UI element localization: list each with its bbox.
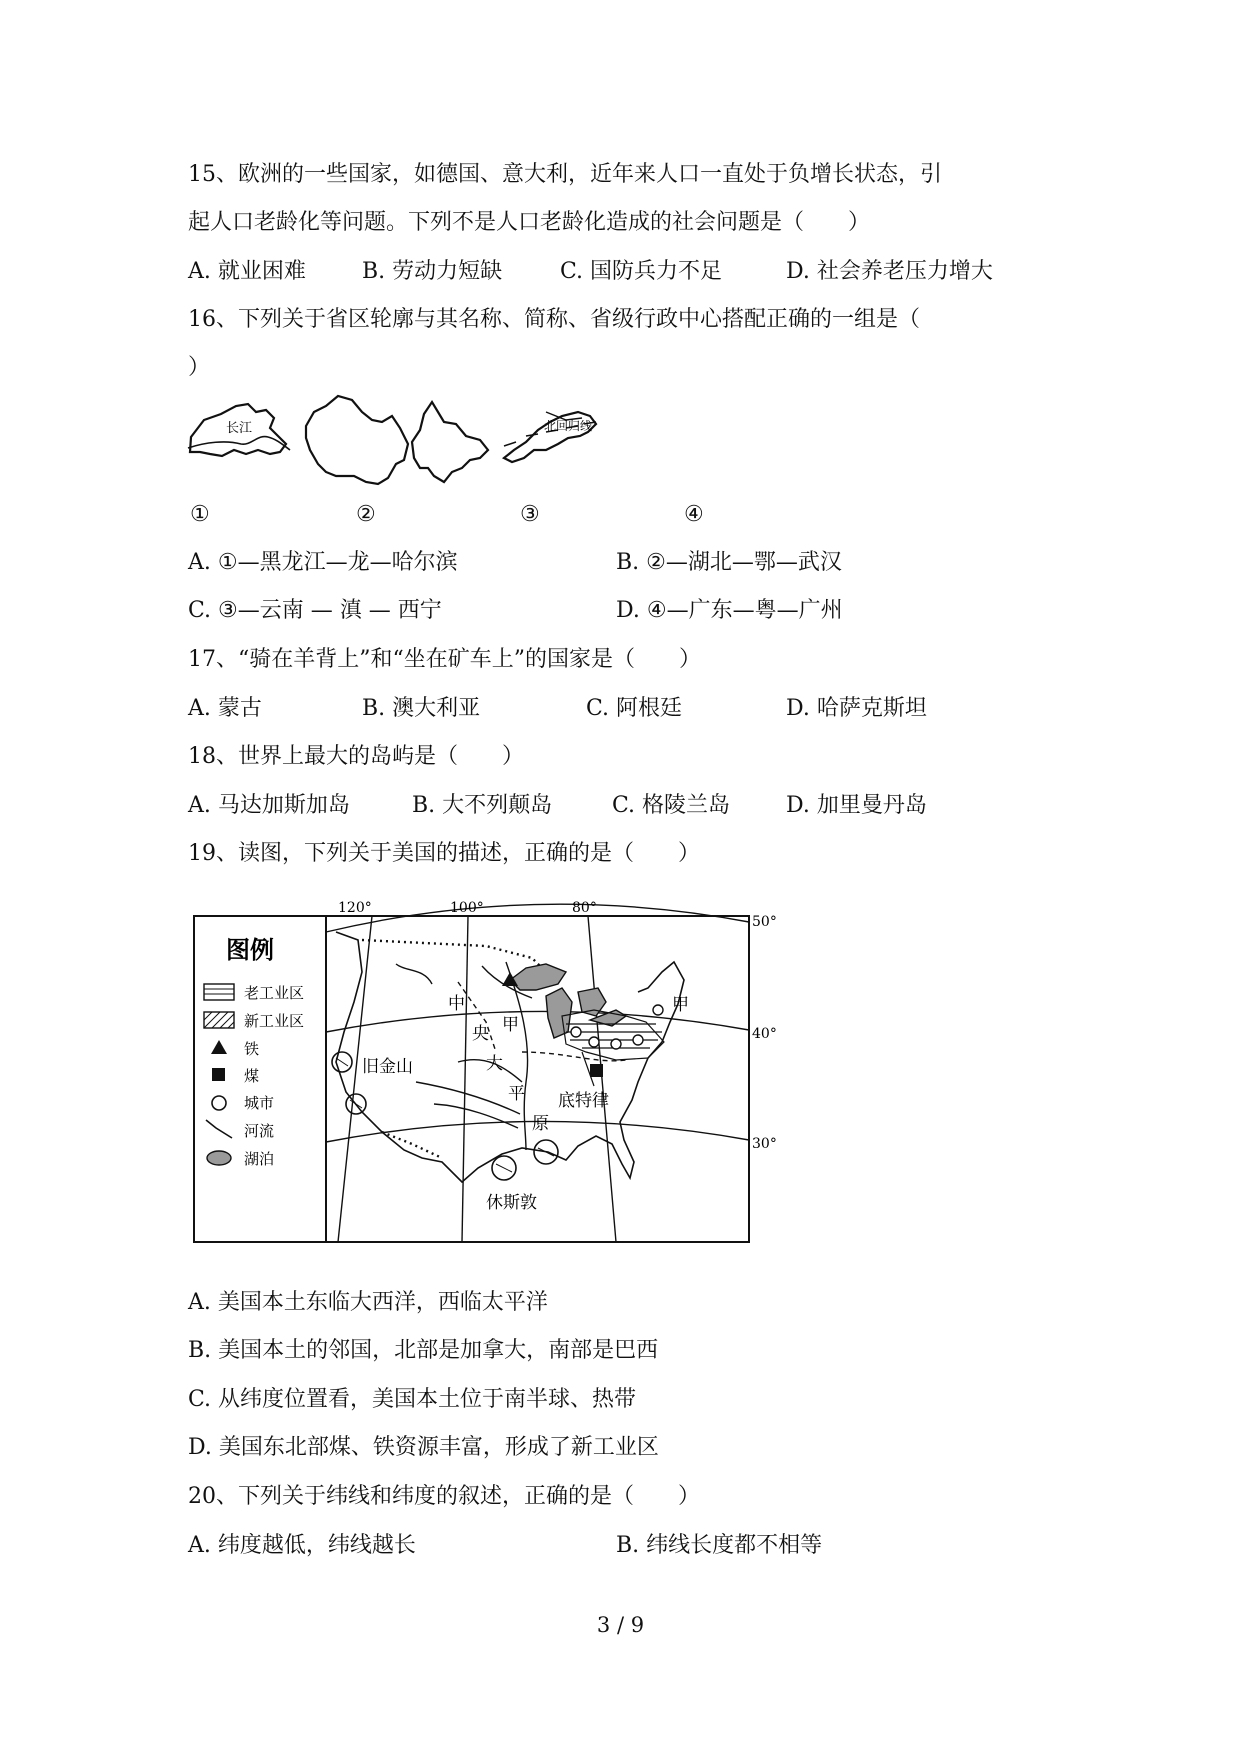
- q17-option-d: D. 哈萨克斯坦: [786, 696, 927, 721]
- q18-option-c: C. 格陵兰岛: [612, 793, 731, 818]
- q20-stem: 20、下列关于纬线和纬度的叙述，正确的是（ ）: [188, 1484, 700, 1509]
- label-houston: 休斯敦: [486, 1193, 537, 1213]
- q17-option-b: B. 澳大利亚: [362, 696, 481, 721]
- q16-stem-line1: 16、下列关于省区轮廓与其名称、简称、省级行政中心搭配正确的一组是（: [188, 307, 920, 332]
- q17-stem: 17、“骑在羊背上”和“坐在矿车上”的国家是（ ）: [188, 647, 701, 672]
- lon-120: 120°: [338, 900, 372, 916]
- province-outlines-figure: [186, 392, 656, 492]
- marker-1: ①: [190, 502, 210, 527]
- label-yang: 央: [472, 1024, 489, 1044]
- q20-option-a: A. 纬度越低，纬线越长: [188, 1533, 416, 1558]
- legend-lake: 湖泊: [244, 1150, 275, 1168]
- legend-new-industry: 新工业区: [244, 1012, 305, 1030]
- changjiang-label: 长江: [226, 421, 253, 436]
- label-zhong: 中: [448, 994, 465, 1014]
- province-outline-2: [306, 396, 408, 484]
- q16-stem-line2: ）: [188, 355, 211, 380]
- q19-option-a: A. 美国本土东临大西洋，西临太平洋: [188, 1290, 548, 1315]
- great-lakes: [510, 964, 626, 1038]
- q15-option-a: A. 就业困难: [188, 259, 306, 284]
- coal-marker: [590, 1064, 603, 1077]
- lake-icon: [207, 1151, 231, 1165]
- legend-old-industry: 老工业区: [244, 984, 305, 1002]
- page-number: 3 / 9: [596, 1613, 645, 1637]
- q15-option-d: D. 社会养老压力增大: [786, 259, 993, 284]
- q19-option-d: D. 美国东北部煤、铁资源丰富，形成了新工业区: [188, 1435, 659, 1460]
- q18-stem: 18、世界上最大的岛屿是（ ）: [188, 744, 524, 769]
- marker-3: ③: [520, 502, 540, 527]
- q19-stem: 19、读图，下列关于美国的描述，正确的是（ ）: [188, 841, 700, 866]
- map-labels: [362, 994, 689, 1213]
- legend-iron: 铁: [244, 1040, 260, 1058]
- new-industry-swatch: [204, 1012, 234, 1028]
- tropic-label: 北回归线: [544, 419, 593, 433]
- legend-coal: 煤: [244, 1067, 260, 1085]
- q15-option-b: B. 劳动力短缺: [362, 259, 503, 284]
- q15-stem-line2: 起人口老龄化等问题。下列不是人口老龄化造成的社会问题是（ ）: [188, 210, 871, 235]
- lat-50: 50°: [752, 914, 777, 930]
- old-industry-swatch: [204, 984, 234, 1000]
- q18-option-d: D. 加里曼丹岛: [786, 793, 927, 818]
- label-jia-east: 甲: [672, 995, 689, 1015]
- lon-100: 100°: [450, 900, 484, 916]
- lon-80: 80°: [572, 900, 597, 916]
- q18-option-b: B. 大不列颠岛: [412, 793, 553, 818]
- legend-title: 图例: [226, 936, 274, 964]
- province-outline-3: [412, 402, 488, 482]
- label-detroit: 底特律: [558, 1091, 609, 1111]
- lat-30: 30°: [752, 1136, 777, 1152]
- river-icon: [206, 1120, 232, 1138]
- q20-option-b: B. 纬线长度都不相等: [616, 1533, 823, 1558]
- legend-city: 城市: [244, 1094, 275, 1112]
- label-yuan: 原: [532, 1114, 549, 1134]
- q16-option-c: C. ③—云南 — 滇 — 西宁: [188, 598, 442, 623]
- q16-option-b: B. ②—湖北—鄂—武汉: [616, 550, 842, 575]
- q17-option-c: C. 阿根廷: [586, 696, 683, 721]
- label-ping: 平: [508, 1084, 525, 1104]
- marker-4: ④: [684, 502, 704, 527]
- q15-option-c: C. 国防兵力不足: [560, 259, 723, 284]
- q19-option-c: C. 从纬度位置看，美国本土位于南半球、热带: [188, 1387, 637, 1412]
- q16-option-a: A. ①—黑龙江—龙—哈尔滨: [188, 550, 458, 575]
- q19-option-b: B. 美国本土的邻国，北部是加拿大，南部是巴西: [188, 1338, 659, 1363]
- label-san-francisco: 旧金山: [362, 1057, 413, 1077]
- map-frame: [194, 916, 749, 1242]
- iron-icon: [211, 1040, 227, 1054]
- map-legend: [204, 936, 304, 1168]
- label-jia-west: 甲: [502, 1015, 519, 1035]
- label-da: 大: [486, 1054, 503, 1074]
- q18-option-a: A. 马达加斯加岛: [188, 793, 350, 818]
- city-icon: [212, 1096, 226, 1110]
- q16-option-d: D. ④—广东—粤—广州: [616, 598, 843, 623]
- coal-icon: [212, 1068, 225, 1081]
- usa-map-figure: [186, 892, 786, 1252]
- lat-40: 40°: [752, 1026, 777, 1042]
- q17-option-a: A. 蒙古: [188, 696, 262, 721]
- marker-2: ②: [356, 502, 376, 527]
- legend-river: 河流: [244, 1122, 275, 1140]
- q15-stem-line1: 15、欧洲的一些国家，如德国、意大利，近年来人口一直处于负增长状态，引: [188, 162, 942, 187]
